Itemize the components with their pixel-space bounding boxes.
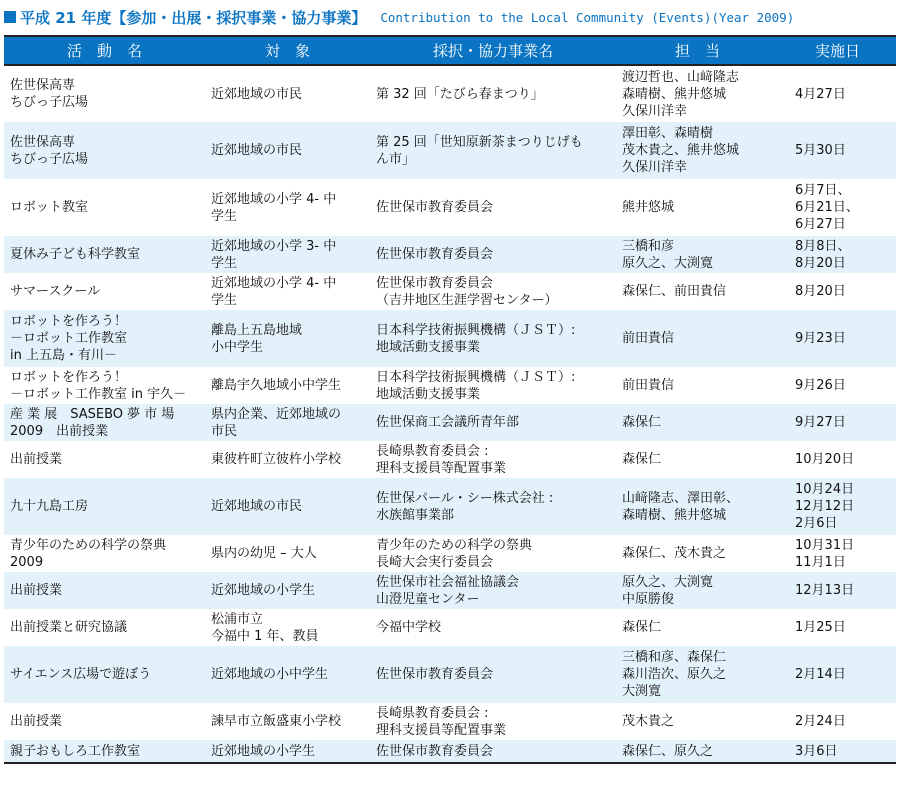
table-row <box>4 535 896 572</box>
col-header-date: 実施日 <box>779 36 896 65</box>
cell-staff: 森保仁 <box>622 620 662 635</box>
cell-project: 第 32 回「たびら春まつり」 <box>376 86 544 102</box>
cell-date: 5月30日 <box>795 143 846 158</box>
cell-target: 松浦市立 今福中 1 年、教員 <box>211 611 319 644</box>
cell-target: 近郊地域の小学生 <box>205 740 370 763</box>
cell-activity: 出前授業と研究協議 <box>10 620 128 635</box>
table-row <box>4 179 896 236</box>
table-row <box>4 609 896 646</box>
cell-activity: 佐世保高専 ちびっ子広場 <box>10 134 89 167</box>
cell-target: 近郊地域の小中学生 <box>211 667 329 682</box>
cell-date: 10月24日 12月12日 2月6日 <box>795 482 855 531</box>
events-table <box>4 35 896 764</box>
table-row <box>4 740 896 763</box>
cell-staff: 澤田彰、森晴樹 茂木貴之、熊井悠城 久保川洋幸 <box>622 126 740 175</box>
cell-project: 佐世保市教育委員会 <box>370 740 616 763</box>
page-subtitle: Contribution to the Local Community (Events)(Year 2009) <box>380 9 795 25</box>
bullet-square-icon <box>4 11 16 23</box>
cell-activity: 夏休み子ども科学教室 <box>10 247 141 262</box>
cell-activity: 親子おもしろ工作教室 <box>4 740 205 763</box>
cell-staff: 熊井悠城 <box>622 200 675 215</box>
cell-activity: 出前授業 <box>10 452 63 467</box>
table-row <box>4 236 896 273</box>
cell-project: 日本科学技術振興機構（ＪＳＴ）: 地域活動支援事業 <box>376 369 576 402</box>
title-bar <box>4 5 794 29</box>
cell-project: 佐世保パール・シー株式会社 : 水族館事業部 <box>376 490 554 523</box>
cell-project: 佐世保市社会福祉協議会 山澄児童センター <box>376 574 520 607</box>
cell-date: 6月7日、 6月21日、 6月27日 <box>795 183 859 232</box>
cell-target: 県内企業、近郊地域の 市民 <box>211 406 342 439</box>
cell-target: 近郊地域の小学 4- 中 学生 <box>211 191 337 224</box>
cell-staff: 茂木貴之 <box>622 714 675 729</box>
cell-target: 近郊地域の市民 <box>211 86 303 102</box>
cell-staff: 三橋和彦、森保仁 森川浩次、原久之 大渕寛 <box>622 650 727 699</box>
cell-activity: 九十九島工房 <box>10 499 89 514</box>
cell-staff: 三橋和彦 原久之、大渕寛 <box>622 238 714 271</box>
cell-target: 近郊地域の小学 3- 中 学生 <box>211 238 337 271</box>
cell-staff: 森保仁 <box>622 415 662 430</box>
cell-activity: 出前授業 <box>10 714 63 729</box>
cell-project: 佐世保市教育委員会 （吉井地区生涯学習センター） <box>376 275 558 308</box>
page-title: 平成 21 年度【参加・出展・採択事業・協力事業】 <box>20 8 367 27</box>
table-row <box>4 646 896 703</box>
table-row <box>4 273 896 310</box>
cell-project: 青少年のための科学の祭典 長崎大会実行委員会 <box>376 537 533 570</box>
cell-staff: 森保仁、前田貴信 <box>622 284 727 299</box>
cell-project: 佐世保市教育委員会 <box>376 200 494 215</box>
cell-staff: 森保仁、茂木貴之 <box>622 546 727 561</box>
table-row <box>4 441 896 478</box>
cell-project: 佐世保商工会議所青年部 <box>376 415 520 430</box>
cell-target: 離島上五島地域 小中学生 <box>211 322 303 355</box>
cell-project: 長崎県教育委員会 : 理科支援員等配置事業 <box>376 443 507 476</box>
cell-activity: 産 業 展 SASEBO 夢 市 場 2009 出前授業 <box>10 406 175 439</box>
cell-staff: 森保仁、原久之 <box>616 740 779 763</box>
cell-staff: 渡辺哲也、山﨑隆志 森晴樹、熊井悠城 久保川洋幸 <box>622 69 740 119</box>
cell-target: 近郊地域の市民 <box>211 143 303 158</box>
cell-project: 長崎県教育委員会 : 理科支援員等配置事業 <box>376 705 507 738</box>
cell-activity: ロボット教室 <box>10 200 89 215</box>
cell-activity: 青少年のための科学の祭典 2009 <box>10 537 167 570</box>
cell-activity: サマースクール <box>10 284 101 299</box>
table-row <box>4 478 896 535</box>
cell-activity: 佐世保高専 ちびっ子広場 <box>10 78 89 110</box>
cell-date: 9月26日 <box>795 378 846 393</box>
table-row <box>4 572 896 609</box>
cell-date: 2月24日 <box>795 714 846 729</box>
cell-staff: 山﨑隆志、澤田彰、 森晴樹、熊井悠城 <box>622 490 740 523</box>
cell-date: 10月31日 11月1日 <box>795 537 855 570</box>
cell-target: 県内の幼児 – 大人 <box>211 546 317 561</box>
cell-target: 近郊地域の小学生 <box>211 583 316 598</box>
cell-project: 佐世保市教育委員会 <box>376 247 494 262</box>
cell-activity: ロボットを作ろう！ －ロボット工作教室 in 上五島・有川－ <box>10 314 128 363</box>
cell-date: 8月8日、 8月20日 <box>795 238 851 271</box>
cell-target: 離島宇久地域小中学生 <box>211 378 342 393</box>
cell-staff: 原久之、大渕寛 中原勝俊 <box>622 574 714 607</box>
cell-date: 8月20日 <box>795 284 846 299</box>
cell-date: 12月13日 <box>795 583 855 598</box>
cell-target: 近郊地域の小学 4- 中 学生 <box>211 275 337 308</box>
table-row <box>4 404 896 441</box>
cell-staff: 前田貴信 <box>622 378 675 393</box>
col-header-activity: 活 動 名 <box>4 36 205 65</box>
cell-staff: 森保仁 <box>622 452 662 467</box>
cell-activity: 出前授業 <box>10 583 63 598</box>
table-row <box>4 367 896 404</box>
col-header-project: 採択・協力事業名 <box>370 36 616 65</box>
cell-target: 近郊地域の市民 <box>211 499 303 514</box>
col-header-target: 対 象 <box>205 36 370 65</box>
table-row <box>4 122 896 179</box>
cell-date: 2月14日 <box>795 667 846 682</box>
cell-target: 諫早市立飯盛東小学校 <box>211 714 342 729</box>
cell-activity: ロボットを作ろう！ －ロボット工作教室 in 宇久－ <box>10 369 187 402</box>
table-row <box>4 65 896 122</box>
cell-date: 4月27日 <box>795 86 846 102</box>
table-row <box>4 703 896 740</box>
cell-staff: 前田貴信 <box>622 331 675 346</box>
cell-target: 東彼杵町立彼杵小学校 <box>211 452 342 467</box>
cell-date: 9月23日 <box>795 331 846 346</box>
cell-project: 第 25 回「世知原新茶まつりじげも ん市」 <box>376 134 583 167</box>
cell-activity: サイエンス広場で遊ぼう <box>10 667 152 682</box>
cell-project: 日本科学技術振興機構（ＪＳＴ）: 地域活動支援事業 <box>376 322 576 355</box>
cell-date: 3月6日 <box>779 740 896 763</box>
table-row <box>4 310 896 367</box>
cell-date: 1月25日 <box>795 620 846 635</box>
col-header-staff: 担 当 <box>616 36 779 65</box>
cell-date: 9月27日 <box>795 415 846 430</box>
cell-date: 10月20日 <box>795 452 855 467</box>
cell-project: 佐世保市教育委員会 <box>376 667 494 682</box>
table-header-row <box>4 36 896 65</box>
cell-project: 今福中学校 <box>376 620 442 635</box>
